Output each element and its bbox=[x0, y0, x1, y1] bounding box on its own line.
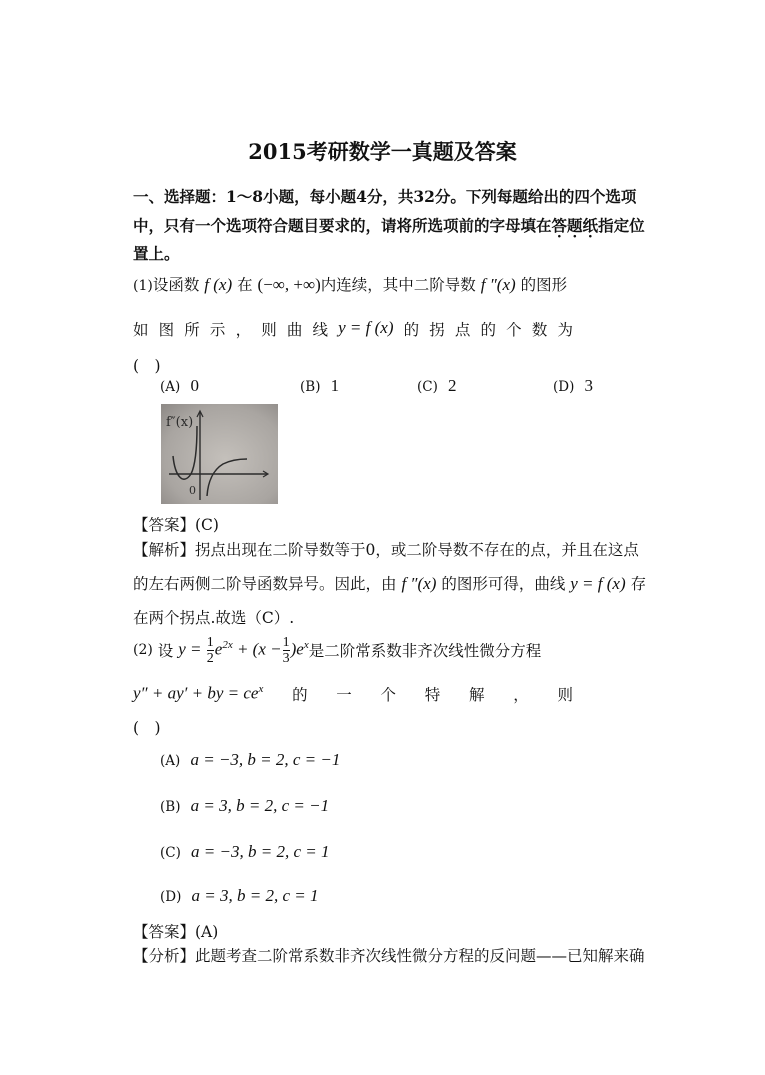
dotted-char: 纸 bbox=[582, 216, 599, 235]
option-value: 0 bbox=[190, 376, 199, 395]
word: 的 bbox=[403, 321, 420, 339]
option-label: (B) bbox=[160, 799, 181, 815]
word: 曲 bbox=[286, 321, 303, 339]
option-label: (A) bbox=[160, 753, 181, 769]
ode-expression bbox=[133, 683, 263, 705]
word: 点 bbox=[454, 321, 471, 339]
option-value: a = 3, b = 2, c = −1 bbox=[190, 796, 330, 815]
word: 解 bbox=[469, 686, 485, 704]
option-a bbox=[160, 750, 340, 770]
section-text: 中，只有一个选项符合题目要求的，请将所选项前的字母填在 bbox=[133, 216, 552, 235]
expression-part: y = bbox=[178, 638, 202, 658]
analysis-1-line-2 bbox=[133, 572, 646, 594]
answer-2: 【答案】(A) bbox=[133, 923, 219, 941]
word: 的 bbox=[292, 686, 308, 704]
question-number: (2) bbox=[133, 642, 153, 658]
second-derivative-expression: f ″(x) bbox=[401, 574, 437, 593]
fraction-denominator: 2 bbox=[206, 650, 214, 666]
exponent: x bbox=[258, 683, 264, 695]
justified-line bbox=[133, 318, 573, 340]
option-value: 3 bbox=[584, 376, 594, 395]
option-label: (D) bbox=[553, 379, 575, 395]
exponent: x bbox=[303, 638, 309, 651]
analysis-1-line-3: 在两个拐点.故选（C）. bbox=[133, 609, 295, 627]
expression-part: y″ + ay′ + by = ce bbox=[133, 683, 259, 703]
solution-expression bbox=[178, 635, 308, 666]
question-text: 在 bbox=[237, 276, 253, 294]
option-d bbox=[553, 376, 593, 396]
option-value: a = −3, b = 2, c = −1 bbox=[190, 750, 341, 769]
option-label: (A) bbox=[160, 379, 181, 395]
word: 的 bbox=[480, 321, 497, 339]
question-text: 内连续，其中二阶导数 bbox=[320, 276, 476, 294]
question-text: 设 bbox=[157, 642, 174, 660]
option-value: 1 bbox=[330, 376, 340, 395]
curve-expression: y = f (x) bbox=[570, 574, 626, 593]
option-c bbox=[417, 376, 457, 396]
fraction-numerator: 1 bbox=[206, 634, 214, 650]
option-value: 2 bbox=[448, 376, 457, 395]
answer-blank: ( ) bbox=[133, 719, 161, 737]
section-text: 指定位 bbox=[598, 216, 645, 235]
option-label: (B) bbox=[300, 379, 321, 395]
dotted-char: 题 bbox=[567, 216, 583, 235]
question-text: 是二阶常系数非齐次线性微分方程 bbox=[308, 642, 542, 660]
word: 所 bbox=[184, 321, 200, 339]
option-b bbox=[160, 796, 329, 816]
question-text: 设函数 bbox=[152, 276, 200, 294]
question-number: (1) bbox=[133, 278, 153, 294]
analysis-1-line-1: 【解析】拐点出现在二阶导数等于0，或二阶导数不存在的点，并且在这点 bbox=[133, 541, 639, 559]
word: 示 bbox=[209, 321, 226, 339]
expression-part: e bbox=[214, 638, 223, 658]
word: 为 bbox=[557, 321, 573, 339]
word: 拐 bbox=[429, 321, 445, 339]
option-d bbox=[160, 886, 319, 906]
word: 一 bbox=[336, 686, 352, 704]
word: 如 bbox=[133, 321, 149, 339]
question-1-stem-line-2 bbox=[133, 318, 573, 340]
dotted-emphasis bbox=[552, 216, 599, 235]
word: 数 bbox=[531, 321, 548, 339]
answer-1: 【答案】(C) bbox=[133, 516, 219, 534]
word: 特 bbox=[424, 686, 441, 704]
analysis-text: 存 bbox=[630, 575, 647, 593]
question-2-stem bbox=[133, 630, 541, 670]
word: ， bbox=[513, 686, 529, 704]
interval-expression: (−∞, +∞) bbox=[257, 275, 321, 294]
graph-axis-label: f″(x) bbox=[166, 415, 194, 430]
option-b bbox=[300, 376, 339, 396]
second-derivative-expression: f ″(x) bbox=[480, 275, 516, 294]
function-expression: f (x) bbox=[204, 275, 233, 294]
curve-expression: y = f (x) bbox=[338, 318, 394, 337]
section-instruction-line-1: 一、选择题：1～8小题，每小题4分，共32分。下列每题给出的四个选项 bbox=[133, 187, 637, 206]
option-label: (C) bbox=[417, 379, 438, 395]
analysis-text: 的左右两侧二阶导函数异号。因此，由 bbox=[133, 575, 397, 593]
fraction-denominator: 3 bbox=[282, 650, 290, 666]
word: 则 bbox=[261, 321, 277, 339]
word: 个 bbox=[380, 686, 397, 704]
analysis-text: 的图形可得，曲线 bbox=[441, 575, 566, 593]
fraction-one-third bbox=[283, 635, 290, 666]
fraction-one-half bbox=[207, 635, 214, 666]
section-instruction-line-3: 置上。 bbox=[133, 244, 180, 263]
option-a bbox=[160, 376, 199, 396]
option-value: a = 3, b = 2, c = 1 bbox=[191, 886, 319, 905]
option-c bbox=[160, 842, 329, 862]
word: 则 bbox=[557, 686, 573, 704]
option-label: (D) bbox=[160, 889, 182, 905]
page-title: 2015考研数学一真题及答案 bbox=[248, 139, 517, 164]
word: 图 bbox=[158, 321, 175, 339]
second-derivative-graph-photo bbox=[161, 404, 278, 504]
question-text: 的图形 bbox=[520, 276, 568, 294]
graph-origin-label: 0 bbox=[189, 484, 196, 497]
word: ， bbox=[235, 321, 252, 339]
expression-part: )e bbox=[290, 638, 304, 658]
fraction-numerator: 1 bbox=[282, 634, 290, 650]
question-1-stem bbox=[133, 273, 567, 295]
expression-part: + (x − bbox=[236, 638, 282, 658]
dotted-char: 答 bbox=[551, 216, 568, 235]
option-value: a = −3, b = 2, c = 1 bbox=[191, 842, 330, 861]
word: 线 bbox=[312, 321, 328, 339]
answer-blank: ( ) bbox=[133, 357, 161, 375]
analysis-2-line-1: 【分析】此题考查二阶常系数非齐次线性微分方程的反问题——已知解来确 bbox=[133, 947, 645, 965]
exponent: 2x bbox=[222, 638, 233, 651]
justified-line bbox=[133, 683, 573, 705]
word: 个 bbox=[506, 321, 522, 339]
option-label: (C) bbox=[160, 845, 181, 861]
section-instruction-line-2 bbox=[133, 214, 645, 236]
question-2-stem-line-2 bbox=[133, 683, 573, 705]
